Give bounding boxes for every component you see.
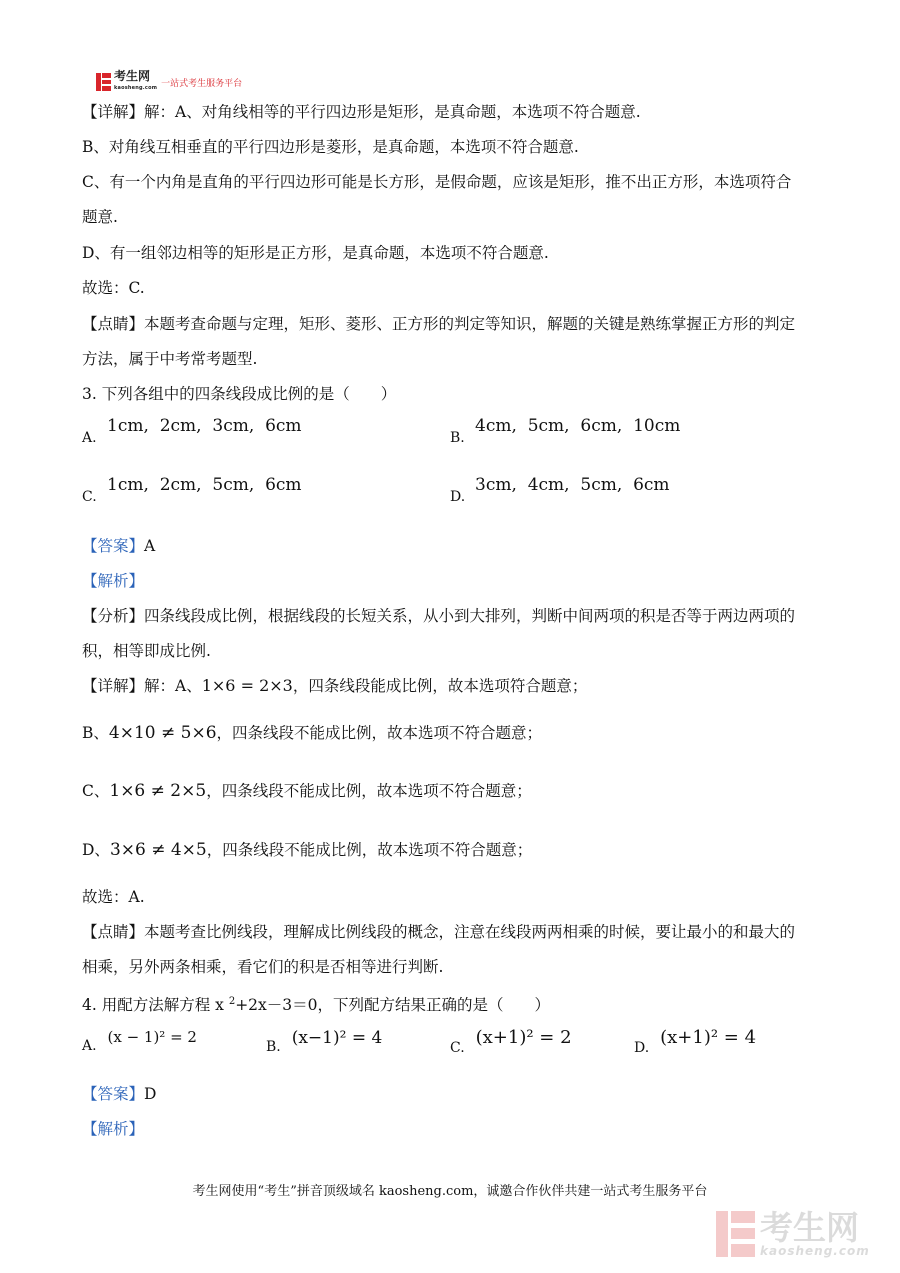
q4-option-d-math: (x+1)² = 4 — [660, 1027, 757, 1048]
q2-detail-a: 【详解】解：A、对角线相等的平行四边形是矩形，是真命题，本选项不符合题意. — [82, 103, 641, 121]
q3-detail-a: 【详解】解：A、1×6 = 2×3，四条线段能成比例，故本选项符合题意； — [82, 676, 588, 695]
q3-option-b-values: 4cm, 5cm, 6cm, 10cm — [475, 416, 681, 436]
q3-choice: 故选：A. — [82, 888, 145, 906]
q3-option-a-values: 1cm, 2cm, 3cm, 6cm — [107, 416, 302, 436]
q3-comment-2: 相乘，另外两条相乘，看它们的积是否相等进行判断. — [82, 958, 444, 976]
logo-slogan: 一站式考生服务平台 — [161, 78, 243, 89]
q2-choice: 故选：C. — [82, 279, 145, 297]
q4-option-c: C. (x+1)² = 2 — [450, 1027, 572, 1056]
q2-comment-2: 方法，属于中考常考题型. — [82, 350, 258, 368]
q3-stem: 3. 下列各组中的四条线段成比例的是（ ） — [82, 385, 397, 403]
q3-detail-b: B、4×10 ≠ 5×6，四条线段不能成比例，故本选项不符合题意； — [82, 723, 543, 743]
answer-tag: 【答案】 — [82, 537, 145, 555]
q4-option-a-math: (x − 1)² = 2 — [107, 1028, 197, 1046]
page-footer: 考生网使用“考生”拼音顶级域名 kaosheng.com，诚邀合作伙伴共建一站式考生服务平台 — [192, 1184, 708, 1199]
answer-tag: 【答案】 — [82, 1085, 145, 1103]
q3-option-d-values: 3cm, 4cm, 5cm, 6cm — [475, 475, 670, 495]
math-expr: 1×6 ≠ 2×5 — [109, 781, 207, 801]
q3-analyze-1: 【分析】四条线段成比例，根据线段的长短关系，从小到大排列，判断中间两项的积是否等于两边两项的 — [82, 607, 796, 625]
kaosheng-logo-icon — [716, 1211, 756, 1257]
kaosheng-logo-icon — [96, 73, 112, 91]
q4-option-b: B. (x−1)² = 4 — [266, 1028, 383, 1055]
q3-detail-d: D、3×6 ≠ 4×5，四条线段不能成比例，故本选项不符合题意； — [82, 840, 533, 860]
watermark-domain: kaosheng.com — [760, 1244, 870, 1258]
q2-detail-d: D、有一组邻边相等的矩形是正方形，是真命题，本选项不符合题意. — [82, 244, 549, 262]
math-expr: 3×6 ≠ 4×5 — [109, 840, 207, 860]
q3-option-b: B. — [450, 430, 465, 446]
q4-stem: 4. 用配方法解方程 x $^2$+2x－3＝0，下列配方结果正确的是（ ） — [82, 996, 551, 1015]
q2-detail-c1: C、有一个内角是直角的平行四边形可能是长方形，是假命题，应该是矩形，推不出正方形，本选项符合 — [82, 173, 792, 191]
q3-option-d: D. — [450, 489, 466, 505]
q4-option-c-math: (x+1)² = 2 — [475, 1027, 572, 1048]
q3-option-c-values: 1cm, 2cm, 5cm, 6cm — [107, 475, 302, 495]
q4-analysis-tag: 【解析】 — [82, 1120, 145, 1138]
kaosheng-watermark — [716, 1208, 886, 1260]
q3-answer: 【答案】A — [82, 537, 156, 555]
logo-name: 考生网 kaosheng.com — [114, 70, 157, 94]
header-logo — [96, 69, 243, 92]
watermark-name: 考生网 kaosheng.com — [760, 1208, 870, 1258]
q3-option-a: A. — [82, 430, 97, 446]
q4-option-d: D. (x+1)² = 4 — [634, 1027, 757, 1056]
q4-option-a: A. (x − 1)² = 2 — [82, 1028, 197, 1054]
q2-comment-1: 【点睛】本题考查命题与定理，矩形、菱形、正方形的判定等知识，解题的关键是熟练掌握正方形的判定 — [82, 315, 796, 333]
q2-detail-b: B、对角线互相垂直的平行四边形是菱形，是真命题，本选项不符合题意. — [82, 138, 579, 156]
math-expr: 1×6 = 2×3 — [201, 676, 293, 695]
q4-option-b-math: (x−1)² = 4 — [291, 1028, 383, 1048]
q3-analysis-tag: 【解析】 — [82, 572, 145, 590]
q3-comment-1: 【点睛】本题考查比例线段，理解成比例线段的概念，注意在线段两两相乘的时候，要让最小的和最大的 — [82, 923, 796, 941]
q3-detail-c: C、1×6 ≠ 2×5，四条线段不能成比例，故本选项不符合题意； — [82, 781, 532, 801]
logo-domain: kaosheng.com — [114, 85, 158, 91]
q2-detail-c2: 题意. — [82, 208, 118, 226]
math-expr: 4×10 ≠ 5×6 — [108, 723, 217, 743]
q4-answer: 【答案】D — [82, 1085, 157, 1103]
q3-option-c: C. — [82, 489, 97, 505]
q3-analyze-2: 积，相等即成比例. — [82, 642, 211, 660]
